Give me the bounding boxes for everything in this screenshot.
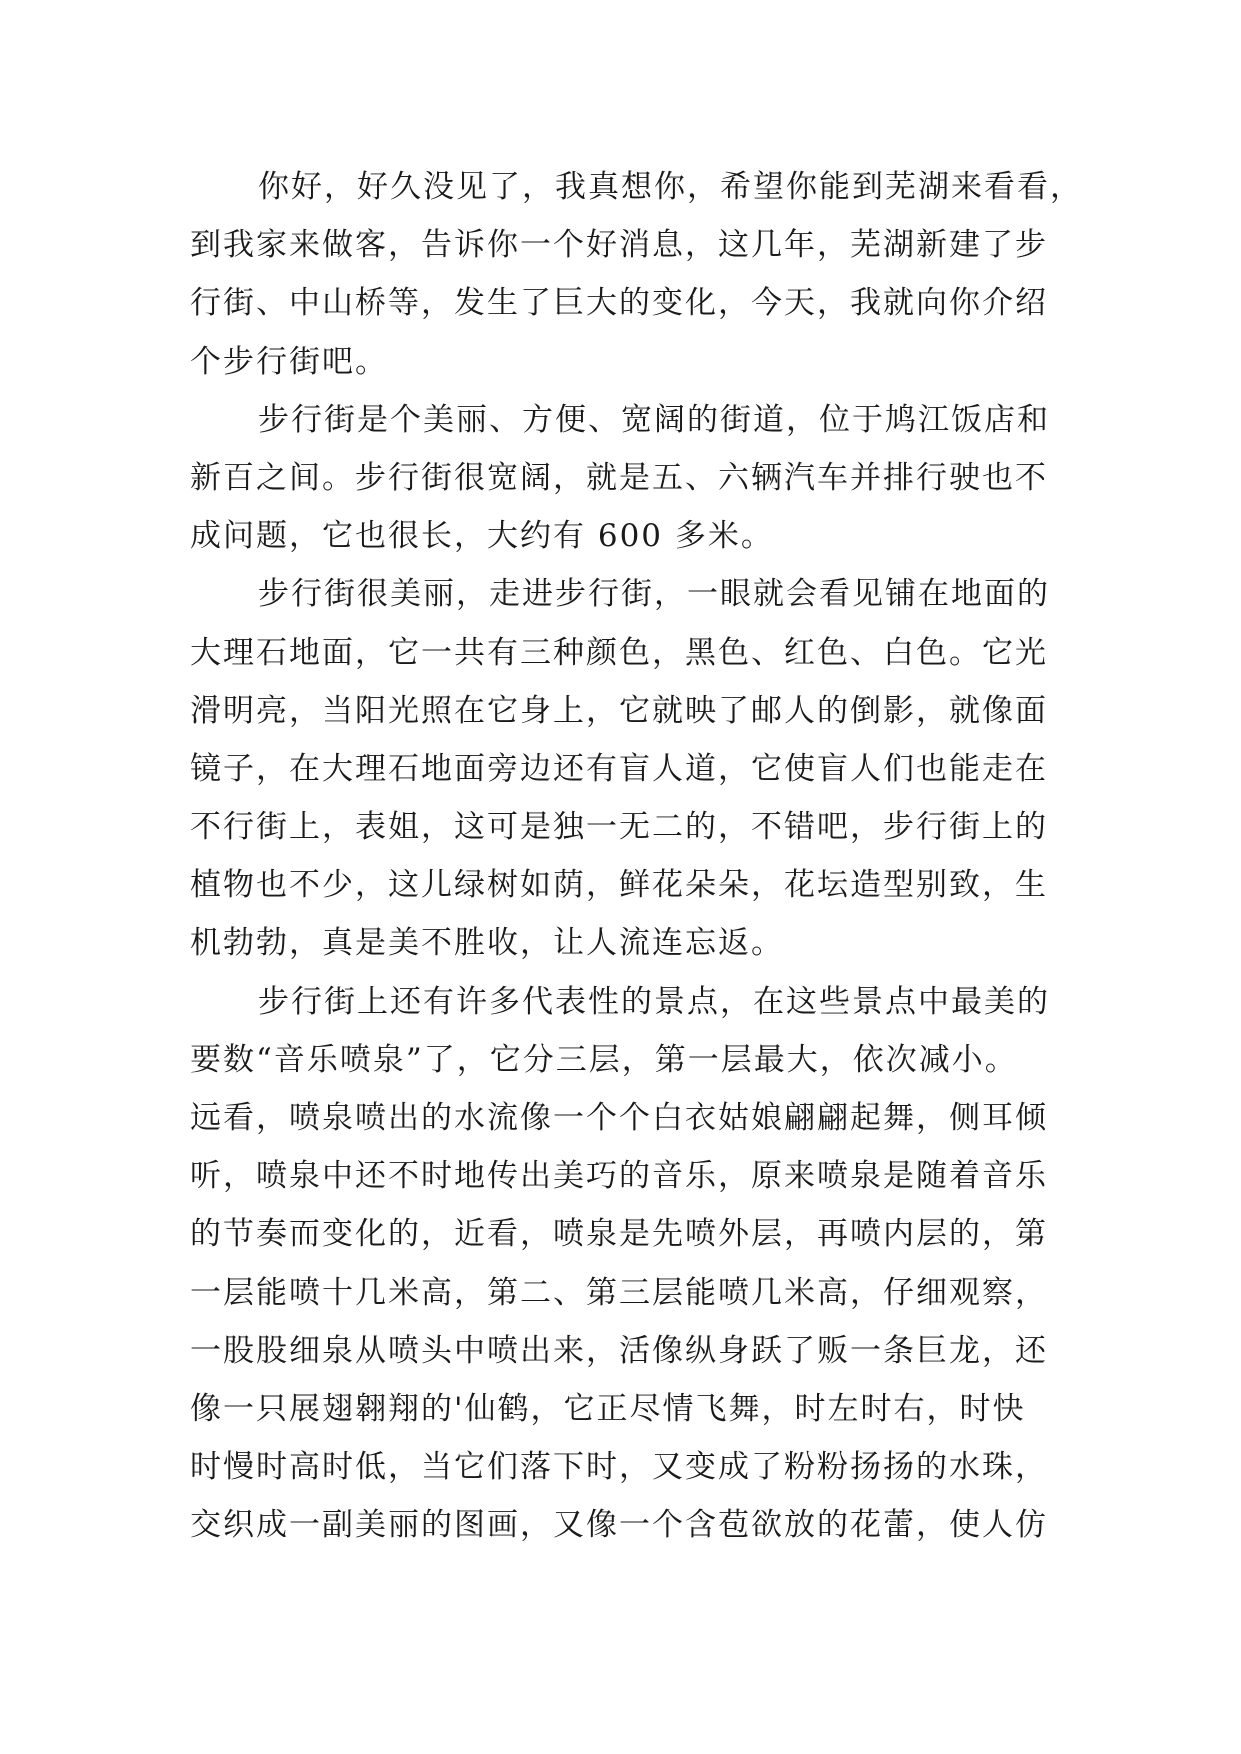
text-line: 交织成一副美丽的图画，又像一个含苞欲放的花蕾，使人仿	[190, 1507, 1048, 1544]
text-line: 像一只展翅翱翔的'仙鹤，它正尽情飞舞，时左时右，时快	[190, 1390, 1026, 1427]
text-line: 机勃勃，真是美不胜收，让人流连忘返。	[190, 925, 784, 962]
text-line: 步行街很美丽，走进步行街，一眼就会看见铺在地面的	[258, 576, 1050, 613]
text-line: 不行街上，表姐，这可是独一无二的，不错吧，步行街上的	[190, 809, 1048, 846]
text-line: 大理石地面，它一共有三种颜色，黑色、红色、白色。它光	[190, 634, 1048, 671]
text-line: 听，喷泉中还不时地传出美巧的音乐，原来喷泉是随着音乐	[190, 1158, 1048, 1195]
text-line: 成问题，它也很长，大约有 600 多米。	[190, 518, 774, 555]
text-line: 植物也不少，这儿绿树如荫，鲜花朵朵，花坛造型别致，生	[190, 867, 1048, 904]
text-line: 你好，好久没见了，我真想你，希望你能到芜湖来看看，	[258, 169, 1083, 205]
text-line: 新百之间。步行街很宽阔，就是五、六辆汽车并排行驶也不	[190, 459, 1048, 496]
text-line: 远看，喷泉喷出的水流像一个个白衣姑娘翩翩起舞，侧耳倾	[190, 1100, 1048, 1136]
text-line: 一股股细泉从喷头中喷出来，活像纵身跃了贩一条巨龙，还	[190, 1332, 1048, 1369]
text-line: 到我家来做客，告诉你一个好消息，这几年，芜湖新建了步	[190, 227, 1048, 264]
text-line: 行街、中山桥等，发生了巨大的变化，今天，我就向你介绍	[190, 285, 1048, 322]
text-line: 镜子，在大理石地面旁边还有盲人道，它使盲人们也能走在	[190, 750, 1048, 787]
text-line: 个步行街吧。	[190, 343, 388, 380]
text-line: 步行街上还有许多代表性的景点，在这些景点中最美的	[258, 983, 1050, 1020]
text-line: 一层能喷十几米高，第二、第三层能喷几米高，仔细观察，	[190, 1274, 1048, 1311]
text-line: 步行街是个美丽、方便、宽阔的街道，位于鸠江饭店和	[258, 401, 1050, 438]
text-line: 的节奏而变化的，近看，喷泉是先喷外层，再喷内层的，第	[190, 1216, 1048, 1253]
text-line: 要数“音乐喷泉”了，它分三层，第一层最大，依次减小。	[190, 1041, 1018, 1078]
text-line: 滑明亮，当阳光照在它身上，它就映了邮人的倒影，就像面	[190, 692, 1048, 729]
document-body	[190, 158, 1083, 1555]
text-line: 时慢时高时低，当它们落下时，又变成了粉粉扬扬的水珠，	[190, 1449, 1048, 1486]
